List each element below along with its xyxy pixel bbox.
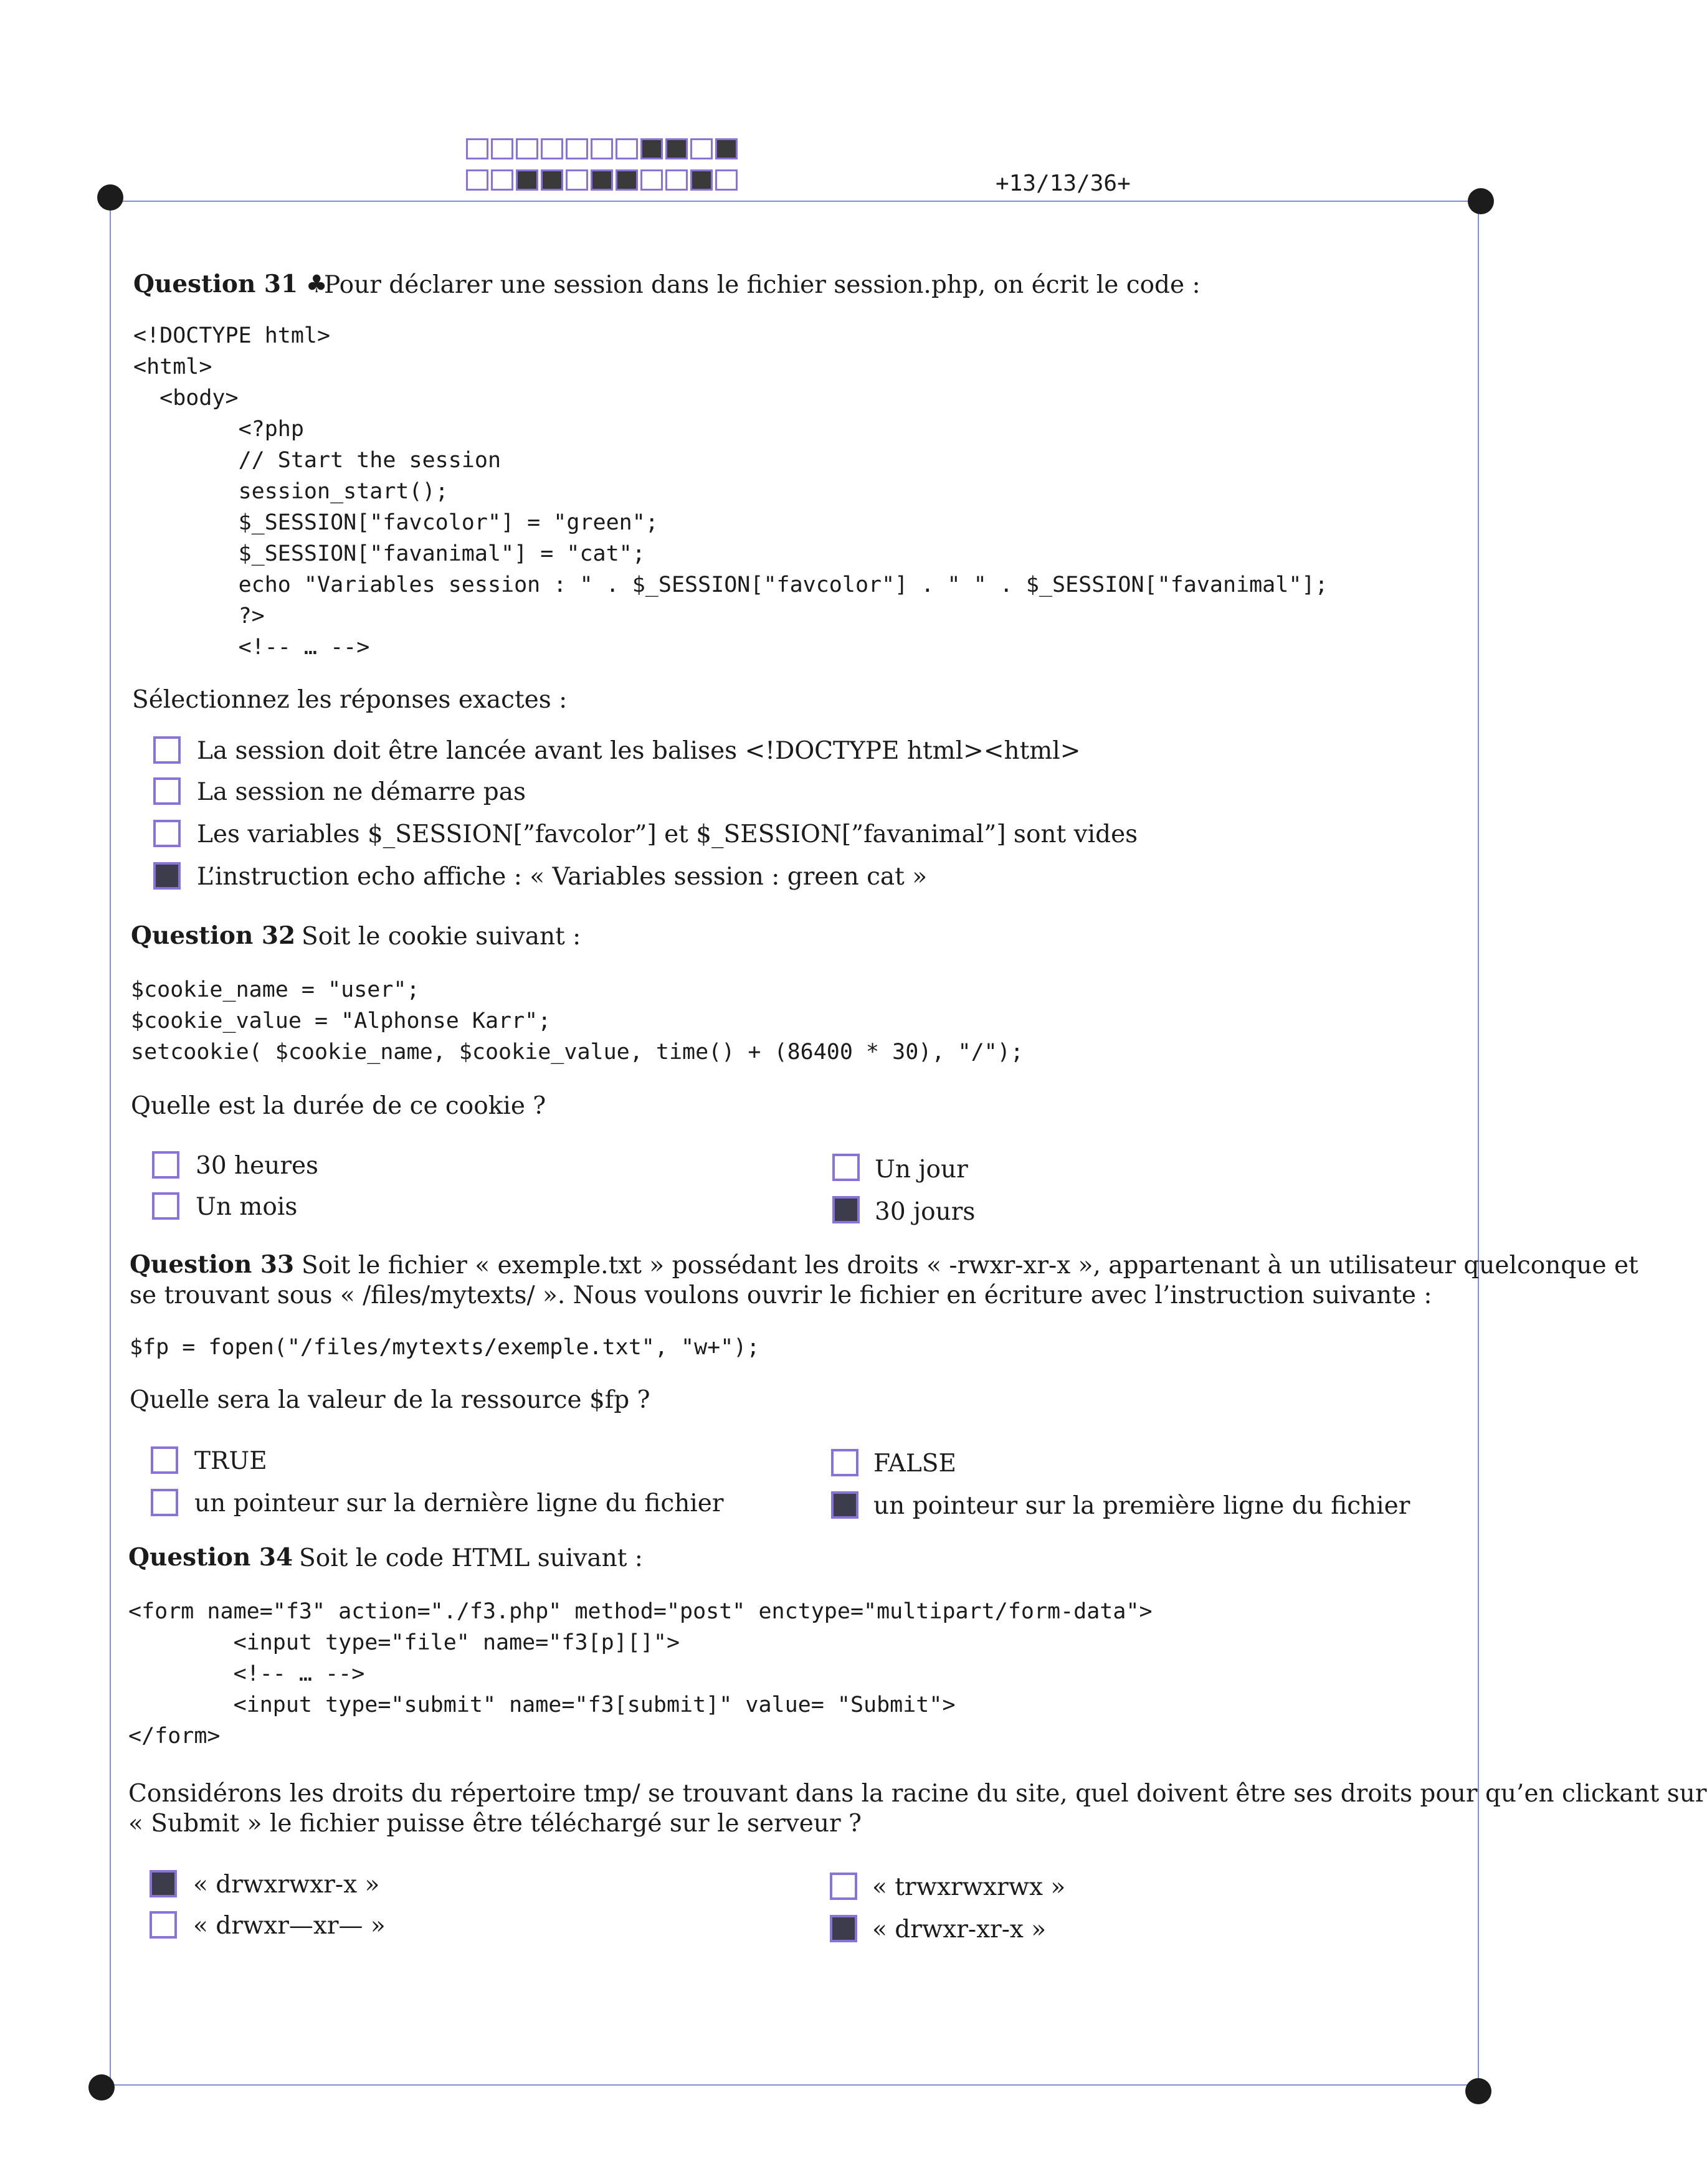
q32-option-1-label: 30 heures — [196, 1152, 319, 1180]
code-line: <form name="f3" action="./f3.php" method="post" enctype="multipart/form-data"> — [128, 1599, 1153, 1624]
question-32-text: Soit le cookie suivant : — [302, 923, 581, 951]
q33-option-1-label: TRUE — [194, 1447, 267, 1475]
question-33-prompt: Quelle sera la valeur de la ressource $fp ? — [130, 1386, 650, 1414]
q33-option-4-checkbox[interactable] — [831, 1491, 858, 1519]
q34-option-4-checkbox[interactable] — [830, 1915, 857, 1942]
question-33-text-line-1: Soit le fichier « exemple.txt » possédant les droits « -rwxr-xr-x », appartenant à un utilisateur quelconque et — [302, 1251, 1638, 1280]
q32-option-3-checkbox[interactable] — [152, 1192, 179, 1220]
q32-option-4-label: 30 jours — [875, 1198, 976, 1226]
question-33-text-line-2: se trouvant sous « /files/mytexts/ ». Nous voulons ouvrir le fichier en écriture avec l’instruction suivante : — [130, 1281, 1432, 1309]
question-33-title: Question 33 — [130, 1250, 295, 1279]
code-line: ?> — [133, 604, 265, 629]
question-31-prompt: Sélectionnez les réponses exactes : — [132, 686, 568, 714]
barcode-cell — [491, 138, 513, 159]
barcode-cell — [715, 169, 738, 191]
code-line: setcookie( $cookie_name, $cookie_value, time() + (86400 * 30), "/"); — [131, 1040, 1024, 1065]
question-31-text: Pour déclarer une session dans le fichier session.php, on écrit le code : — [324, 271, 1201, 299]
question-31-code — [133, 320, 1328, 663]
code-line: <input type="file" name="f3[p][]"> — [128, 1630, 680, 1655]
code-line: <!DOCTYPE html> — [133, 323, 331, 348]
q33-option-2-checkbox[interactable] — [831, 1449, 858, 1476]
barcode-cell — [591, 169, 613, 191]
question-34-text: Soit le code HTML suivant : — [299, 1544, 643, 1572]
q34-option-3-label: « drwxr—xr— » — [193, 1912, 386, 1940]
corner-mark-tl — [97, 184, 123, 211]
code-line: <!-- … --> — [128, 1661, 365, 1686]
q32-option-2-checkbox[interactable] — [832, 1154, 860, 1181]
question-34-code — [128, 1596, 1153, 1752]
question-33-code — [130, 1332, 759, 1363]
q31-option-1-checkbox[interactable] — [153, 736, 181, 764]
q33-option-3-label: un pointeur sur la dernière ligne du fichier — [194, 1489, 724, 1517]
q31-option-4-label: L’instruction echo affiche : « Variables session : green cat » — [197, 863, 928, 891]
q34-option-2-checkbox[interactable] — [830, 1873, 857, 1900]
frame-left — [110, 201, 111, 2086]
barcode-cell — [566, 138, 588, 159]
barcode-cell — [516, 169, 538, 191]
q32-option-1-checkbox[interactable] — [152, 1151, 179, 1179]
barcode-cell — [616, 138, 638, 159]
q31-option-1-label: La session doit être lancée avant les balises <!DOCTYPE html><html> — [197, 737, 1081, 765]
barcode-row-1 — [466, 138, 740, 159]
code-line: <html> — [133, 354, 212, 379]
question-31-header — [133, 269, 328, 300]
question-34-title: Question 34 — [128, 1543, 293, 1572]
barcode-row-2 — [466, 169, 740, 191]
q34-option-2-label: « trwxrwxrwx » — [872, 1873, 1066, 1901]
q34-option-1-label: « drwxrwxr-x » — [193, 1871, 380, 1899]
barcode-cell — [640, 138, 663, 159]
q31-option-3-checkbox[interactable] — [153, 820, 181, 847]
question-31-title: Question 31 — [133, 270, 298, 298]
barcode-cell — [466, 138, 488, 159]
code-line: <body> — [133, 386, 239, 411]
club-icon: ♣ — [305, 270, 328, 298]
q33-option-2-label: FALSE — [873, 1450, 956, 1478]
q33-option-3-checkbox[interactable] — [151, 1489, 178, 1516]
code-line: <input type="submit" name="f3[submit]" value= "Submit"> — [128, 1693, 956, 1717]
barcode-cell — [665, 169, 688, 191]
question-32-title: Question 32 — [131, 921, 296, 950]
question-34-prompt-line-2: « Submit » le fichier puisse être téléchargé sur le serveur ? — [128, 1810, 862, 1838]
corner-mark-tr — [1468, 188, 1494, 214]
q32-option-4-checkbox[interactable] — [832, 1196, 860, 1223]
page-id: +13/13/36+ — [996, 171, 1131, 196]
q32-option-2-label: Un jour — [875, 1156, 968, 1184]
q31-option-2-checkbox[interactable] — [153, 777, 181, 805]
barcode-cell — [516, 138, 538, 159]
q31-option-3-label: Les variables $_SESSION[”favcolor”] et $_SESSION[”favanimal”] sont vides — [197, 820, 1138, 848]
barcode-cell — [690, 138, 713, 159]
corner-mark-br — [1465, 2078, 1491, 2104]
q34-option-3-checkbox[interactable] — [150, 1911, 177, 1939]
code-line: $_SESSION["favanimal"] = "cat"; — [133, 541, 645, 566]
barcode-cell — [466, 169, 488, 191]
q34-option-1-checkbox[interactable] — [150, 1870, 177, 1897]
barcode-cell — [616, 169, 638, 191]
code-line: </form> — [128, 1724, 221, 1749]
code-line: $cookie_value = "Alphonse Karr"; — [131, 1009, 551, 1033]
barcode-cell — [715, 138, 738, 159]
frame-top — [110, 201, 1479, 202]
barcode-cell — [640, 169, 663, 191]
q33-option-4-label: un pointeur sur la première ligne du fichier — [873, 1492, 1410, 1520]
barcode-cell — [491, 169, 513, 191]
q31-option-4-checkbox[interactable] — [153, 862, 181, 890]
barcode-cell — [591, 138, 613, 159]
barcode-cell — [541, 169, 563, 191]
code-line: $_SESSION["favcolor"] = "green"; — [133, 510, 659, 535]
code-line: <?php — [133, 417, 304, 442]
code-line: session_start(); — [133, 479, 449, 504]
question-34-prompt-line-1: Considérons les droits du répertoire tmp/ se trouvant dans la racine du site, quel doivent être ses droits pour qu’en clickant sur — [128, 1780, 1707, 1808]
q32-option-3-label: Un mois — [196, 1193, 298, 1221]
code-line: echo "Variables session : " . $_SESSION["favcolor"] . " " . $_SESSION["favanimal"]; — [133, 572, 1328, 597]
question-32-code — [131, 974, 1024, 1068]
code-line: $cookie_name = "user"; — [131, 977, 420, 1002]
code-line: <!-- … --> — [133, 635, 370, 660]
corner-mark-bl — [88, 2074, 115, 2101]
code-line: // Start the session — [133, 448, 502, 473]
frame-bottom — [110, 2084, 1479, 2086]
question-32-prompt: Quelle est la durée de ce cookie ? — [131, 1092, 546, 1120]
barcode-cell — [566, 169, 588, 191]
code-line: $fp = fopen("/files/mytexts/exemple.txt", "w+"); — [130, 1335, 760, 1360]
barcode-cell — [690, 169, 713, 191]
barcode-cell — [665, 138, 688, 159]
q31-option-2-label: La session ne démarre pas — [197, 778, 526, 806]
q33-option-1-checkbox[interactable] — [151, 1446, 178, 1474]
barcode-cell — [541, 138, 563, 159]
q34-option-4-label: « drwxr-xr-x » — [872, 1916, 1047, 1944]
